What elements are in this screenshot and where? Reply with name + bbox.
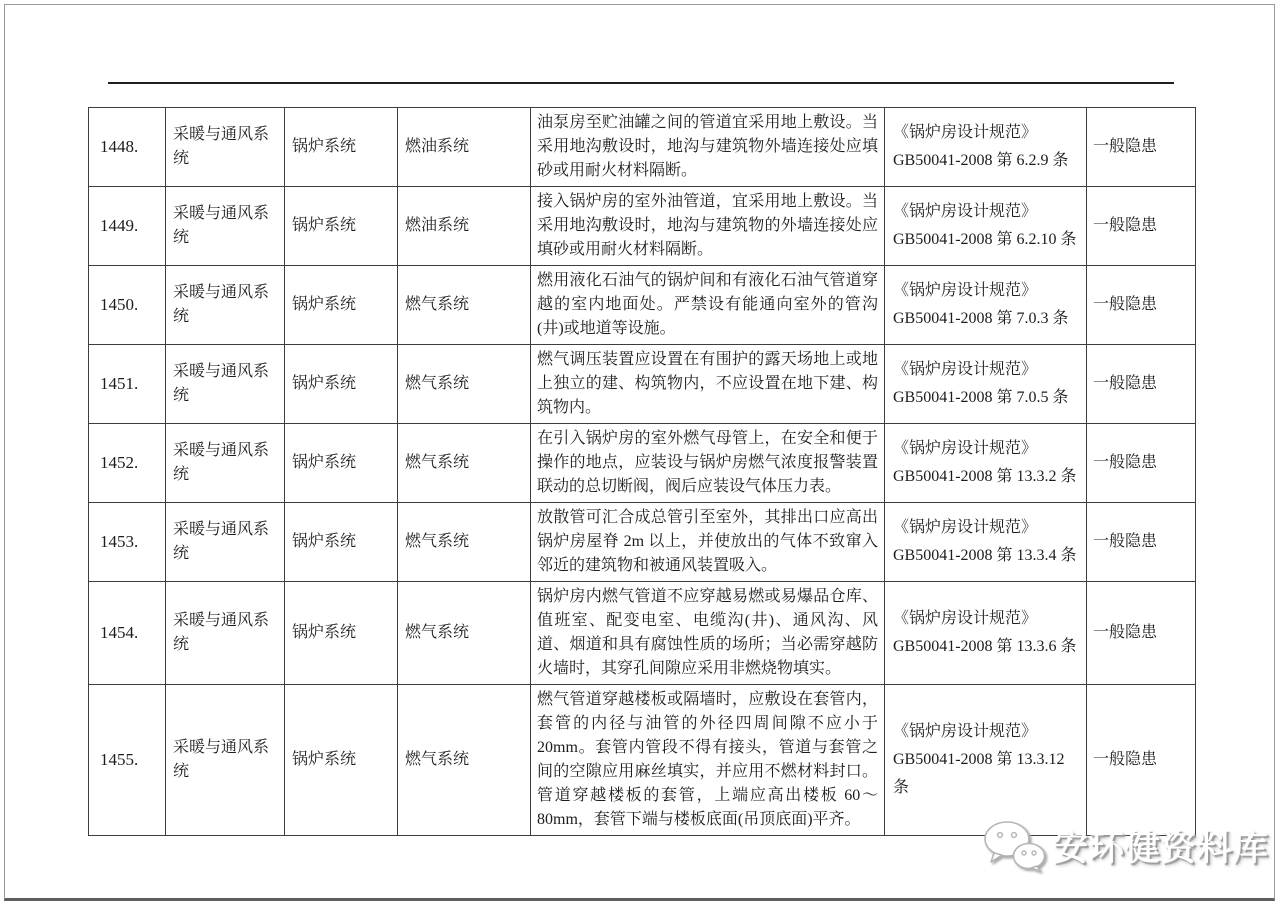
system-cell: 锅炉系统 xyxy=(285,503,398,582)
hazard-table xyxy=(88,107,1196,836)
description-cell: 在引入锅炉房的室外燃气母管上，在安全和便于操作的地点，应装设与锅炉房燃气浓度报警装置联动的总切断阀，阀后应装设气体压力表。 xyxy=(531,424,885,503)
level-cell: 一般隐患 xyxy=(1087,345,1196,424)
description-cell: 燃气调压装置应设置在有围护的露天场地上或地上独立的建、构筑物内，不应设置在地下建、构筑物内。 xyxy=(531,345,885,424)
category-cell: 采暖与通风系统 xyxy=(166,582,285,685)
table-row xyxy=(89,345,1196,424)
level-cell: 一般隐患 xyxy=(1087,266,1196,345)
category-cell: 采暖与通风系统 xyxy=(166,266,285,345)
description-cell: 接入锅炉房的室外油管道，宜采用地上敷设。当采用地沟敷设时，地沟与建筑物的外墙连接处应填砂或用耐火材料隔断。 xyxy=(531,187,885,266)
basis-cell: 《锅炉房设计规范》GB50041-2008 第 13.3.12 条 xyxy=(885,685,1087,836)
table-row xyxy=(89,187,1196,266)
row-number: 1455. xyxy=(89,685,166,836)
category-cell: 采暖与通风系统 xyxy=(166,345,285,424)
subsystem-cell: 燃气系统 xyxy=(398,266,531,345)
category-cell: 采暖与通风系统 xyxy=(166,685,285,836)
table-row xyxy=(89,266,1196,345)
subsystem-cell: 燃气系统 xyxy=(398,503,531,582)
description-cell: 燃气管道穿越楼板或隔墙时，应敷设在套管内，套管的内径与油管的外径四周间隙不应小于20mm。套管内管段不得有接头，管道与套管之间的空隙应用麻丝填实，并应用不燃材料封口。管道穿越楼板的套管，上端应高出楼板 60～80mm，套管下端与楼板底面(吊顶底面)平齐。 xyxy=(531,685,885,836)
description-cell: 放散管可汇合成总管引至室外，其排出口应高出锅炉房屋脊 2m 以上，并使放出的气体不致窜入邻近的建筑物和被通风装置吸入。 xyxy=(531,503,885,582)
basis-cell: 《锅炉房设计规范》GB50041-2008 第 13.3.6 条 xyxy=(885,582,1087,685)
subsystem-cell: 燃气系统 xyxy=(398,582,531,685)
subsystem-cell: 燃油系统 xyxy=(398,108,531,187)
category-cell: 采暖与通风系统 xyxy=(166,424,285,503)
row-number: 1449. xyxy=(89,187,166,266)
basis-cell: 《锅炉房设计规范》GB50041-2008 第 13.3.4 条 xyxy=(885,503,1087,582)
basis-cell: 《锅炉房设计规范》GB50041-2008 第 13.3.2 条 xyxy=(885,424,1087,503)
system-cell: 锅炉系统 xyxy=(285,345,398,424)
row-number: 1453. xyxy=(89,503,166,582)
header-rule xyxy=(108,82,1174,84)
level-cell: 一般隐患 xyxy=(1087,685,1196,836)
table-row xyxy=(89,503,1196,582)
system-cell: 锅炉系统 xyxy=(285,424,398,503)
system-cell: 锅炉系统 xyxy=(285,582,398,685)
level-cell: 一般隐患 xyxy=(1087,424,1196,503)
system-cell: 锅炉系统 xyxy=(285,187,398,266)
level-cell: 一般隐患 xyxy=(1087,108,1196,187)
subsystem-cell: 燃气系统 xyxy=(398,685,531,836)
subsystem-cell: 燃油系统 xyxy=(398,187,531,266)
row-number: 1450. xyxy=(89,266,166,345)
system-cell: 锅炉系统 xyxy=(285,685,398,836)
description-cell: 锅炉房内燃气管道不应穿越易燃或易爆品仓库、值班室、配变电室、电缆沟(井)、通风沟、风道、烟道和具有腐蚀性质的场所；当必需穿越防火墙时，其穿孔间隙应采用非燃烧物填实。 xyxy=(531,582,885,685)
table-row xyxy=(89,582,1196,685)
row-number: 1454. xyxy=(89,582,166,685)
wechat-icon xyxy=(982,820,1046,872)
category-cell: 采暖与通风系统 xyxy=(166,108,285,187)
subsystem-cell: 燃气系统 xyxy=(398,345,531,424)
level-cell: 一般隐患 xyxy=(1087,187,1196,266)
row-number: 1451. xyxy=(89,345,166,424)
table-row xyxy=(89,685,1196,836)
basis-cell: 《锅炉房设计规范》GB50041-2008 第 6.2.10 条 xyxy=(885,187,1087,266)
table-row xyxy=(89,424,1196,503)
basis-cell: 《锅炉房设计规范》GB50041-2008 第 7.0.5 条 xyxy=(885,345,1087,424)
table-row xyxy=(89,108,1196,187)
system-cell: 锅炉系统 xyxy=(285,108,398,187)
category-cell: 采暖与通风系统 xyxy=(166,187,285,266)
system-cell: 锅炉系统 xyxy=(285,266,398,345)
basis-cell: 《锅炉房设计规范》GB50041-2008 第 6.2.9 条 xyxy=(885,108,1087,187)
basis-cell: 《锅炉房设计规范》GB50041-2008 第 7.0.3 条 xyxy=(885,266,1087,345)
level-cell: 一般隐患 xyxy=(1087,503,1196,582)
row-number: 1448. xyxy=(89,108,166,187)
watermark xyxy=(982,820,1269,872)
description-cell: 油泵房至贮油罐之间的管道宜采用地上敷设。当采用地沟敷设时，地沟与建筑物外墙连接处应填砂或用耐火材料隔断。 xyxy=(531,108,885,187)
level-cell: 一般隐患 xyxy=(1087,582,1196,685)
row-number: 1452. xyxy=(89,424,166,503)
category-cell: 采暖与通风系统 xyxy=(166,503,285,582)
description-cell: 燃用液化石油气的锅炉间和有液化石油气管道穿越的室内地面处。严禁设有能通向室外的管沟(井)或地道等设施。 xyxy=(531,266,885,345)
subsystem-cell: 燃气系统 xyxy=(398,424,531,503)
watermark-text: 安环健资料库 xyxy=(1053,829,1270,868)
